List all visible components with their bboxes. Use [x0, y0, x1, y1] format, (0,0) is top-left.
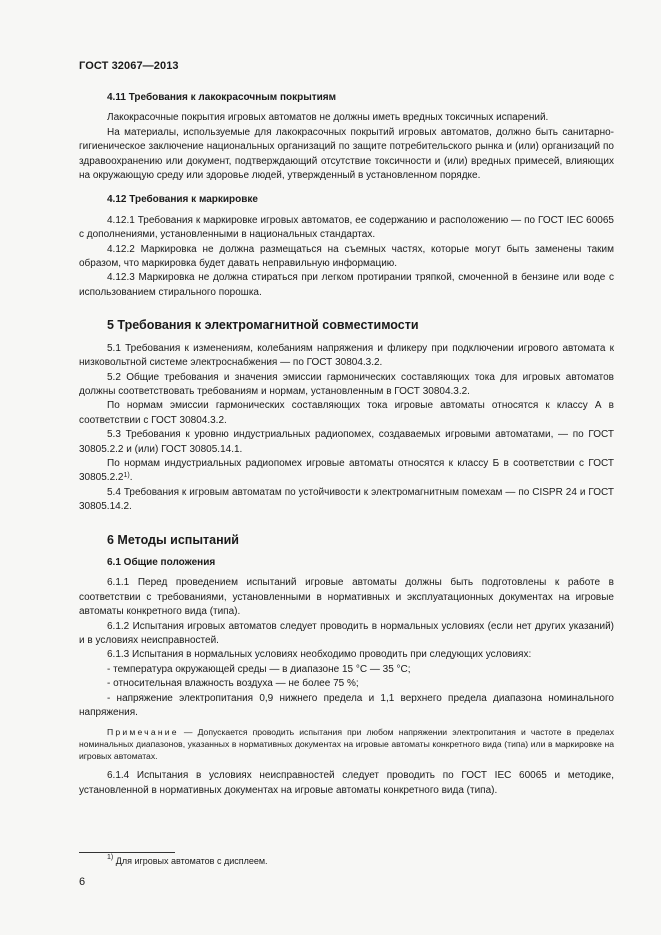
note-text: — Допускается проводить испытания при любом напряжении электропитания и частоте в пределах номинальных диапазонов, указанных в нормативных документах на игровые автоматы конкретного вида (типа) или в маркировке на игровых автоматах. [79, 727, 614, 762]
section-6-1-3-paragraph: 6.1.3 Испытания в нормальных условиях необходимо проводить при следующих условиях: [107, 649, 532, 661]
footnote-text: Для игровых автоматов с дисплеем. [113, 856, 268, 866]
note-label: Примечание [107, 727, 179, 738]
section-5-3-paragraph: 5.3 Требования к уровню индустриальных радиопомех, создаваемых игровыми автоматами, — по ГОСТ 30805.2.2 и (или) ГОСТ 30805.14.1. [79, 429, 614, 455]
section-5-2-class-paragraph: По нормам эмиссии гармонических составляющих тока игровые автоматы относятся к классу А в соответствии с ГОСТ 30804.3.2. [79, 400, 614, 426]
section-6-1-2-paragraph: 6.1.2 Испытания игровых автоматов следует проводить в нормальных условиях (если нет других указаний) и в условиях неисправностей. [79, 620, 614, 646]
section-6-1-heading: 6.1 Общие положения [107, 556, 216, 568]
section-5-1-paragraph: 5.1 Требования к изменениям, колебаниям напряжения и фликеру при подключении игрового автомата к низковольтной системе электроснабжения — по ГОСТ 30804.3.2. [79, 342, 614, 369]
section-6-1-4-paragraph: 6.1.4 Испытания в условиях неисправностей следует проводить по ГОСТ IEC 60065 и методике, установленной в нормативных документах на игровые автоматы конкретного вида (типа). [79, 770, 614, 796]
section-4-11-paragraph-1: Лакокрасочные покрытия игровых автоматов не должны иметь вредных токсичных испарений. [107, 112, 549, 124]
section-5-heading: 5 Требования к электромагнитной совместимости [107, 318, 419, 333]
section-4-12-3-paragraph: 4.12.3 Маркировка не должна стираться при легком протирании тряпкой, смоченной в бензине или воде с использованием стирального порошка. [79, 272, 614, 298]
section-4-11-heading: 4.11 Требования к лакокрасочным покрытиям [107, 92, 337, 103]
section-5-4-paragraph: 5.4 Требования к игровым автоматам по устойчивости к электромагнитным помехам — по CISPR 24 и ГОСТ 30805.14.2. [79, 486, 614, 513]
footnote-reference: 1) [123, 472, 130, 480]
section-6-1-1-paragraph: 6.1.1 Перед проведением испытаний игровые автоматы должны быть подготовлены к работе в соответствии с требованиями, установленными в нормативных и эксплуатационных документах на игровые автоматы конкретного вида (типа). [79, 577, 614, 618]
section-5-3-class-paragraph [79, 457, 614, 486]
section-5-2-paragraph: 5.2 Общие требования и значения эмиссии гармонических составляющих тока для игровых автоматов должны соответствовать требованиям и нормам, установленным в ГОСТ 30804.3.2. [79, 371, 614, 397]
document-code-header: ГОСТ 32067—2013 [79, 60, 179, 72]
section-5-3-class-text: По нормам индустриальных радиопомех игровые автоматы относятся к классу Б в соответствии с ГОСТ 30805.2.2 [79, 457, 614, 484]
condition-temperature: - температура окружающей среды — в диапазоне 15 °С — 35 °С; [107, 663, 411, 675]
footnote [107, 856, 268, 866]
section-5-3-class-end: . [129, 472, 133, 484]
footnote-separator [79, 852, 175, 853]
condition-humidity: - относительная влажность воздуха — не более 75 %; [107, 678, 359, 690]
section-4-12-heading: 4.12 Требования к маркировке [107, 194, 258, 206]
section-4-12-2-paragraph: 4.12.2 Маркировка не должна размещаться на съемных частях, которые могут быть заменены таким образом, что маркировка будет давать неправильную информацию. [79, 243, 614, 270]
note-paragraph [79, 726, 614, 762]
section-4-11-paragraph-2: На материалы, используемые для лакокрасочных покрытий игровых автоматов, должно быть санитарно-гигиеническое заключение национальных организаций по защите потребительского рынка и (или) организаций по здравоохранению или документ, подтверждающий отсутствие токсичности и (или) вредных примесей, влияющих на окружающую среду или здоровье людей, утвержденный в установленном порядке. [79, 126, 614, 182]
section-6-heading: 6 Методы испытаний [107, 532, 239, 547]
footnote-mark: 1) [107, 854, 114, 861]
page-number: 6 [79, 876, 86, 888]
page-body [79, 90, 614, 798]
section-4-12-1-paragraph: 4.12.1 Требования к маркировке игровых автоматов, ее содержанию и расположению — по ГОСТ IEC 60065 с дополнениями, установленными в национальных стандартах. [79, 214, 614, 241]
condition-voltage: - напряжение электропитания 0,9 нижнего предела и 1,1 верхнего предела диапазона номинального напряжения. [79, 692, 614, 719]
